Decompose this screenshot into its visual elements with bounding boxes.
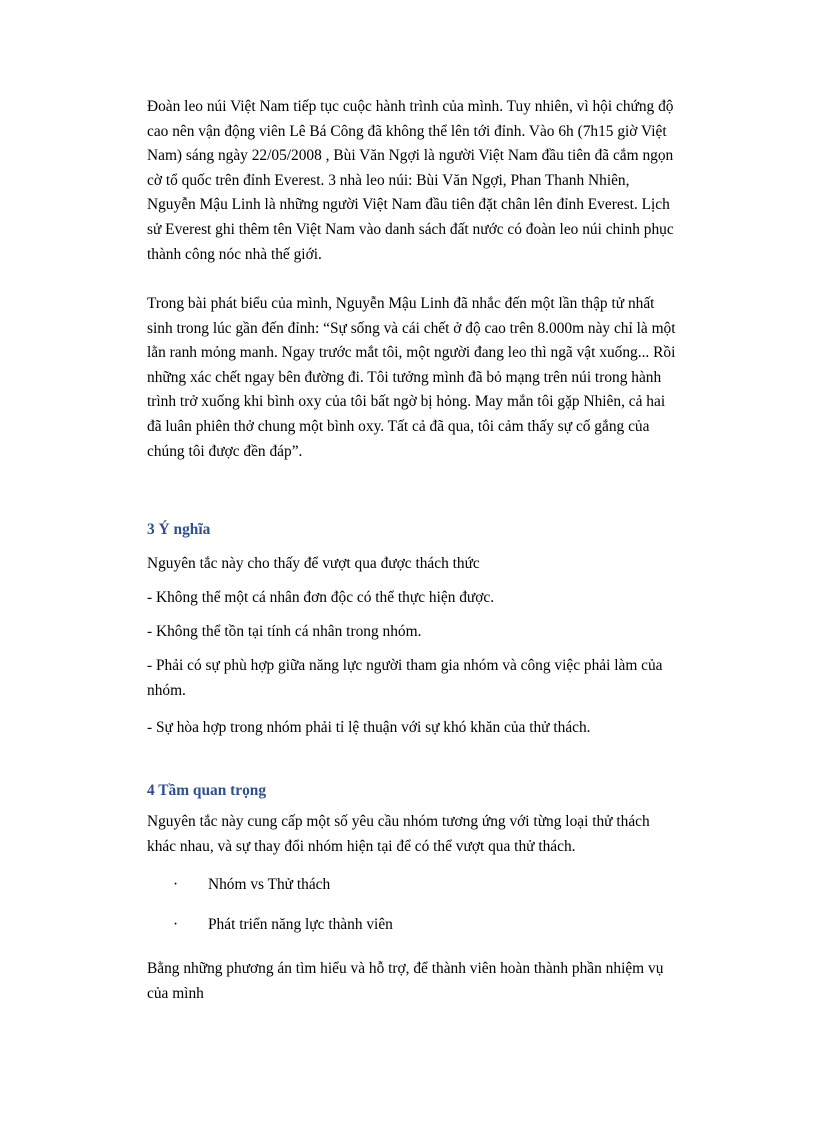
text-line: chúng tôi được đền đáp”. [147, 442, 303, 460]
bullet-text: Nhóm vs Thử thách [208, 876, 331, 893]
text-line: lằn ranh mỏng manh. Ngay trước mắt tôi, một người đang leo thì ngã vật xuống... Rồi [147, 344, 676, 362]
text-line: nhóm. [147, 681, 186, 699]
section4-intro [147, 810, 650, 859]
section3-item: - Sự hòa hợp trong nhóm phải tỉ lệ thuận với sự khó khăn của thử thách. [147, 719, 591, 736]
section4-closing [147, 957, 663, 1006]
paragraph-speech [147, 292, 676, 464]
text-line: của mình [147, 984, 204, 1002]
section3-item [147, 654, 663, 703]
text-line: trình trở xuống khi bình oxy của tôi bất ngờ bị hỏng. May mắn tôi gặp Nhiên, cả hai [147, 393, 666, 411]
text-line: Đoàn leo núi Việt Nam tiếp tục cuộc hành trình của mình. Tuy nhiên, vì hội chứng độ [147, 98, 674, 115]
section3-item: - Không thể tồn tại tính cá nhân trong nhóm. [147, 623, 422, 640]
section-heading-importance: 4 Tầm quan trọng [147, 782, 267, 799]
text-line: sinh trong lúc gần đến đỉnh: “Sự sống và cái chết ở độ cao trên 8.000m này chỉ là một [147, 319, 676, 337]
text-line: thành công nóc nhà thế giới. [147, 245, 322, 263]
paragraph-everest-climb [147, 95, 674, 267]
bullet-dot-icon: · [173, 916, 179, 933]
text-line: Trong bài phát biểu của mình, Nguyễn Mậu Linh đã nhắc đến một lần thập tử nhất [147, 295, 655, 312]
text-line: Bằng những phương án tìm hiểu và hỗ trợ, để thành viên hoàn thành phần nhiệm vụ [147, 960, 664, 977]
bullet-list-item [147, 914, 647, 938]
text-line: Nguyên tắc này cung cấp một số yêu cầu nhóm tương ứng với từng loại thử thách [147, 813, 650, 830]
text-line: đã luân phiên thở chung một bình oxy. Tất cả đã qua, tôi cảm thấy sự cố gắng của [147, 417, 650, 435]
bullet-text: Phát triển năng lực thành viên [208, 916, 393, 933]
text-line: khác nhau, và sự thay đổi nhóm hiện tại để có thể vượt qua thử thách. [147, 837, 576, 855]
text-line: sử Everest ghi thêm tên Việt Nam vào danh sách đất nước có đoàn leo núi chinh phục [147, 220, 674, 238]
section3-intro: Nguyên tắc này cho thấy để vượt qua được thách thức [147, 555, 480, 572]
text-line: cao nên vận động viên Lê Bá Công đã không thể lên tới đỉnh. Vào 6h (7h15 giờ Việt [147, 122, 667, 140]
section3-item: - Không thể một cá nhân đơn độc có thể thực hiện được. [147, 589, 495, 606]
text-line: những xác chết ngay bên đường đi. Tôi tưởng mình đã bỏ mạng trên núi trong hành [147, 368, 662, 386]
text-line: cờ tổ quốc trên đỉnh Everest. 3 nhà leo núi: Bùi Văn Ngợi, Phan Thanh Nhiên, [147, 171, 630, 189]
text-line: Nguyễn Mậu Linh là những người Việt Nam đầu tiên đặt chân lên đỉnh Everest. Lịch [147, 196, 670, 214]
bullet-dot-icon: · [173, 876, 179, 893]
section-heading-meaning: 3 Ý nghĩa [147, 521, 211, 538]
text-line: - Phải có sự phù hợp giữa năng lực người tham gia nhóm và công việc phải làm của [147, 657, 663, 674]
bullet-list-item [147, 874, 647, 898]
text-line: Nam) sáng ngày 22/05/2008 , Bùi Văn Ngợi là người Việt Nam đầu tiên đã cắm ngọn [147, 147, 674, 165]
